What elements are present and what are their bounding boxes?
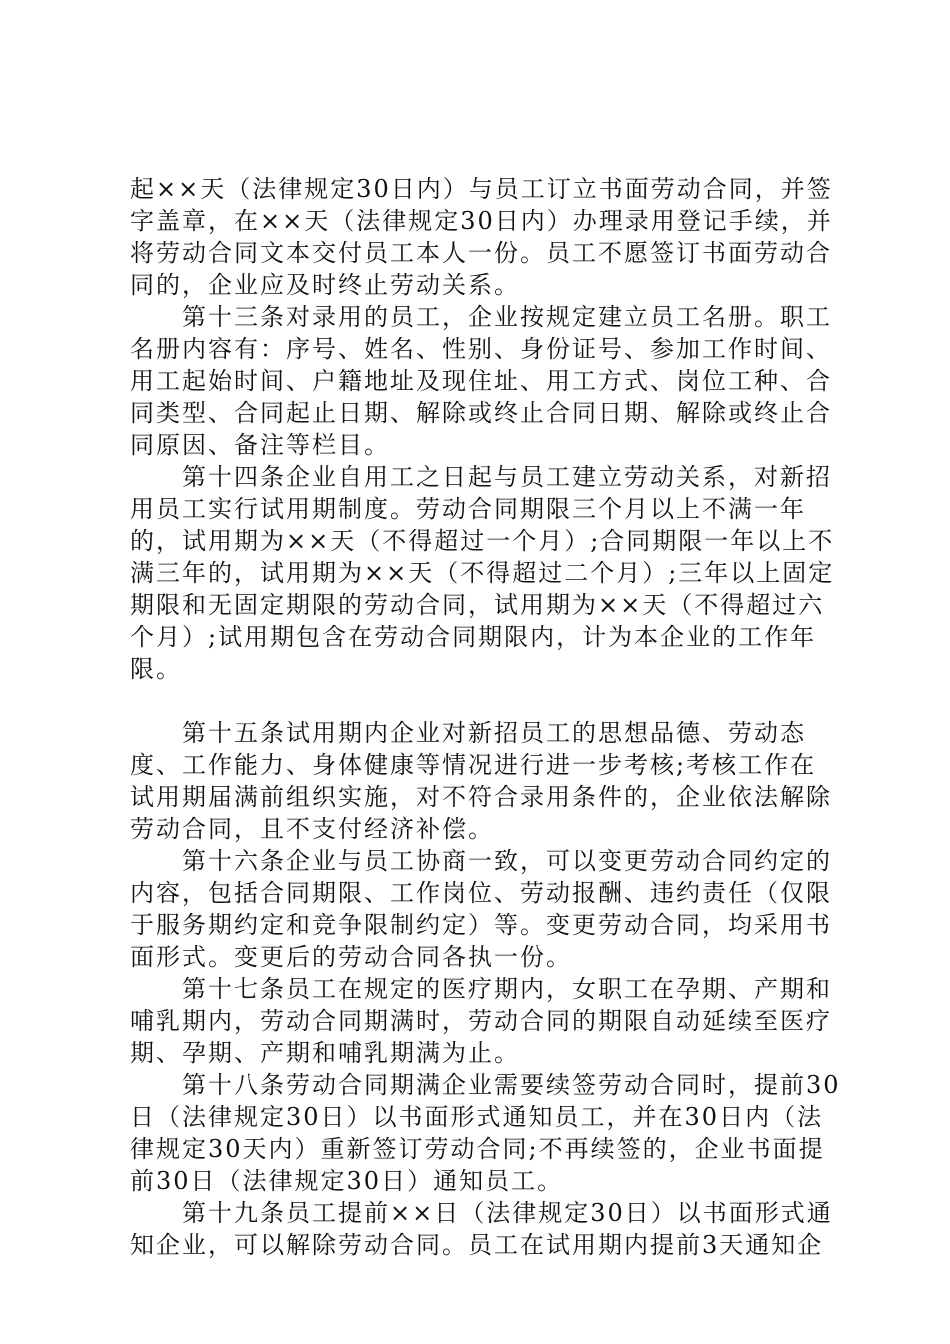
paragraph-article-14: 第十四条企业自用工之日起与员工建立劳动关系，对新招用员工实行试用期制度。劳动合同期限三个月以上不满一年的，试用期为××天（不得超过一个月）;合同期限一年以上不满三年的，试用期为××天（不得超过二个月）;三年以上固定期限和无固定期限的劳动合同，试用期为××天（不得超过六个月）;试用期包含在劳动合同期限内，计为本企业的工作年限。 <box>130 463 835 683</box>
paragraph-article-13: 第十三条对录用的员工，企业按规定建立员工名册。职工名册内容有：序号、姓名、性别、身份证号、参加工作时间、用工起始时间、户籍地址及现住址、用工方式、岗位工种、合同类型、合同起止日期、解除或终止合同日期、解除或终止合同原因、备注等栏目。 <box>130 303 832 459</box>
paragraph-article-16: 第十六条企业与员工协商一致，可以变更劳动合同约定的内容，包括合同期限、工作岗位、劳动报酬、违约责任（仅限于服务期约定和竞争限制约定）等。变更劳动合同，均采用书面形式。变更后的劳动合同各执一份。 <box>130 847 832 971</box>
paragraph-article-19: 第十九条员工提前××日（法律规定30日）以书面形式通知企业，可以解除劳动合同。员工在试用期内提前3天通知企 <box>130 1199 833 1259</box>
paragraph-contract-signing: 起××天（法律规定30日内）与员工订立书面劳动合同，并签字盖章，在××天（法律规定30日内）办理录用登记手续，并将劳动合同文本交付员工本人一份。员工不愿签订书面劳动合同的，企业应及时终止劳动关系。 <box>130 175 833 299</box>
paragraph-article-15: 第十五条试用期内企业对新招员工的思想品德、劳动态度、工作能力、身体健康等情况进行进一步考核;考核工作在试用期届满前组织实施，对不符合录用条件的，企业依法解除劳动合同，且不支付经济补偿。 <box>130 719 832 843</box>
paragraph-article-18: 第十八条劳动合同期满企业需要续签劳动合同时，提前30日（法律规定30日）以书面形式通知员工，并在30日内（法律规定30天内）重新签订劳动合同;不再续签的，企业书面提前30日（法律规定30日）通知员工。 <box>130 1071 841 1195</box>
paragraph-article-17: 第十七条员工在规定的医疗期内，女职工在孕期、产期和哺乳期内，劳动合同期满时，劳动合同的期限自动延续至医疗期、孕期、产期和哺乳期满为止。 <box>130 975 832 1067</box>
document-body <box>130 173 842 1261</box>
